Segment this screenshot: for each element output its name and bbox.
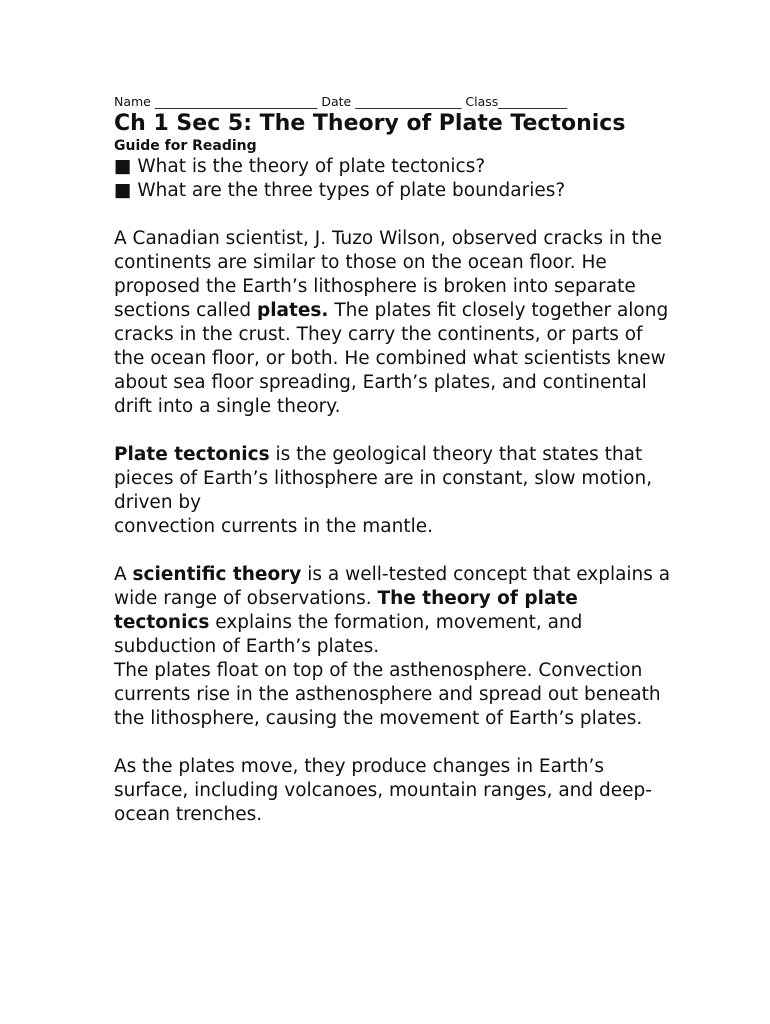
paragraph-text: A [114, 564, 133, 585]
class-label: Class [461, 94, 499, 109]
paragraph-text: explains the formation, movement, and subduction of Earth’s plates. [114, 612, 583, 657]
paragraph-scientific-theory [114, 563, 674, 731]
bold-term-plates: plates. [256, 300, 329, 321]
paragraph-line [114, 443, 674, 515]
guide-question: ■ What is the theory of plate tectonics? [114, 156, 486, 177]
date-blank: _________________ [355, 94, 462, 109]
paragraph-plate-movement: As the plates move, they produce changes in Earth’s surface, including volcanoes, mountain ranges, and deep-ocean trenches. [114, 756, 652, 825]
bold-term-scientific-theory: scientific theory [132, 564, 302, 585]
guide-question: ■ What are the three types of plate boundaries? [114, 180, 566, 201]
guide-questions [114, 155, 674, 203]
student-info-line [114, 93, 674, 110]
document-page [114, 93, 674, 827]
class-blank: ___________ [498, 94, 568, 109]
date-label: Date [317, 94, 356, 109]
paragraph-text: A Canadian scientist, J. Tuzo Wilson, observed cracks in the continents are similar to those on the ocean floor. He proposed the Earth’s lithosphere is broken into separate sections called [114, 228, 662, 321]
bold-term-theory-of-plate-tectonics: The theory of plate tectonics [114, 588, 578, 633]
name-label: Name [114, 94, 155, 109]
page-title: Ch 1 Sec 5: The Theory of Plate Tectonics [114, 111, 626, 136]
name-blank: __________________________ [154, 94, 318, 109]
paragraph-text: is the geological theory that states that pieces of Earth’s lithosphere are in constant, slow motion, driven by [114, 444, 653, 513]
guide-heading: Guide for Reading [114, 138, 257, 154]
paragraph-wilson [114, 227, 674, 419]
paragraph-text: The plates fit closely together along cracks in the crust. They carry the continents, or parts of the ocean floor, or both. He combined what scientists knew about sea floor spreading, Earth’s plates, and continental drift into a single theory. [114, 300, 669, 417]
paragraph-line: The plates float on top of the asthenosphere. Convection currents rise in the asthenosphere and spread out beneath the lithosphere, causing the movement of Earth’s plates. [114, 660, 661, 729]
paragraph-line: convection currents in the mantle. [114, 516, 434, 537]
paragraph-line [114, 563, 674, 659]
paragraph-text: is a well-tested concept that explains a wide range of observations. [114, 564, 671, 609]
paragraph-plate-tectonics [114, 443, 674, 539]
bold-term-plate-tectonics: Plate tectonics [114, 444, 270, 465]
